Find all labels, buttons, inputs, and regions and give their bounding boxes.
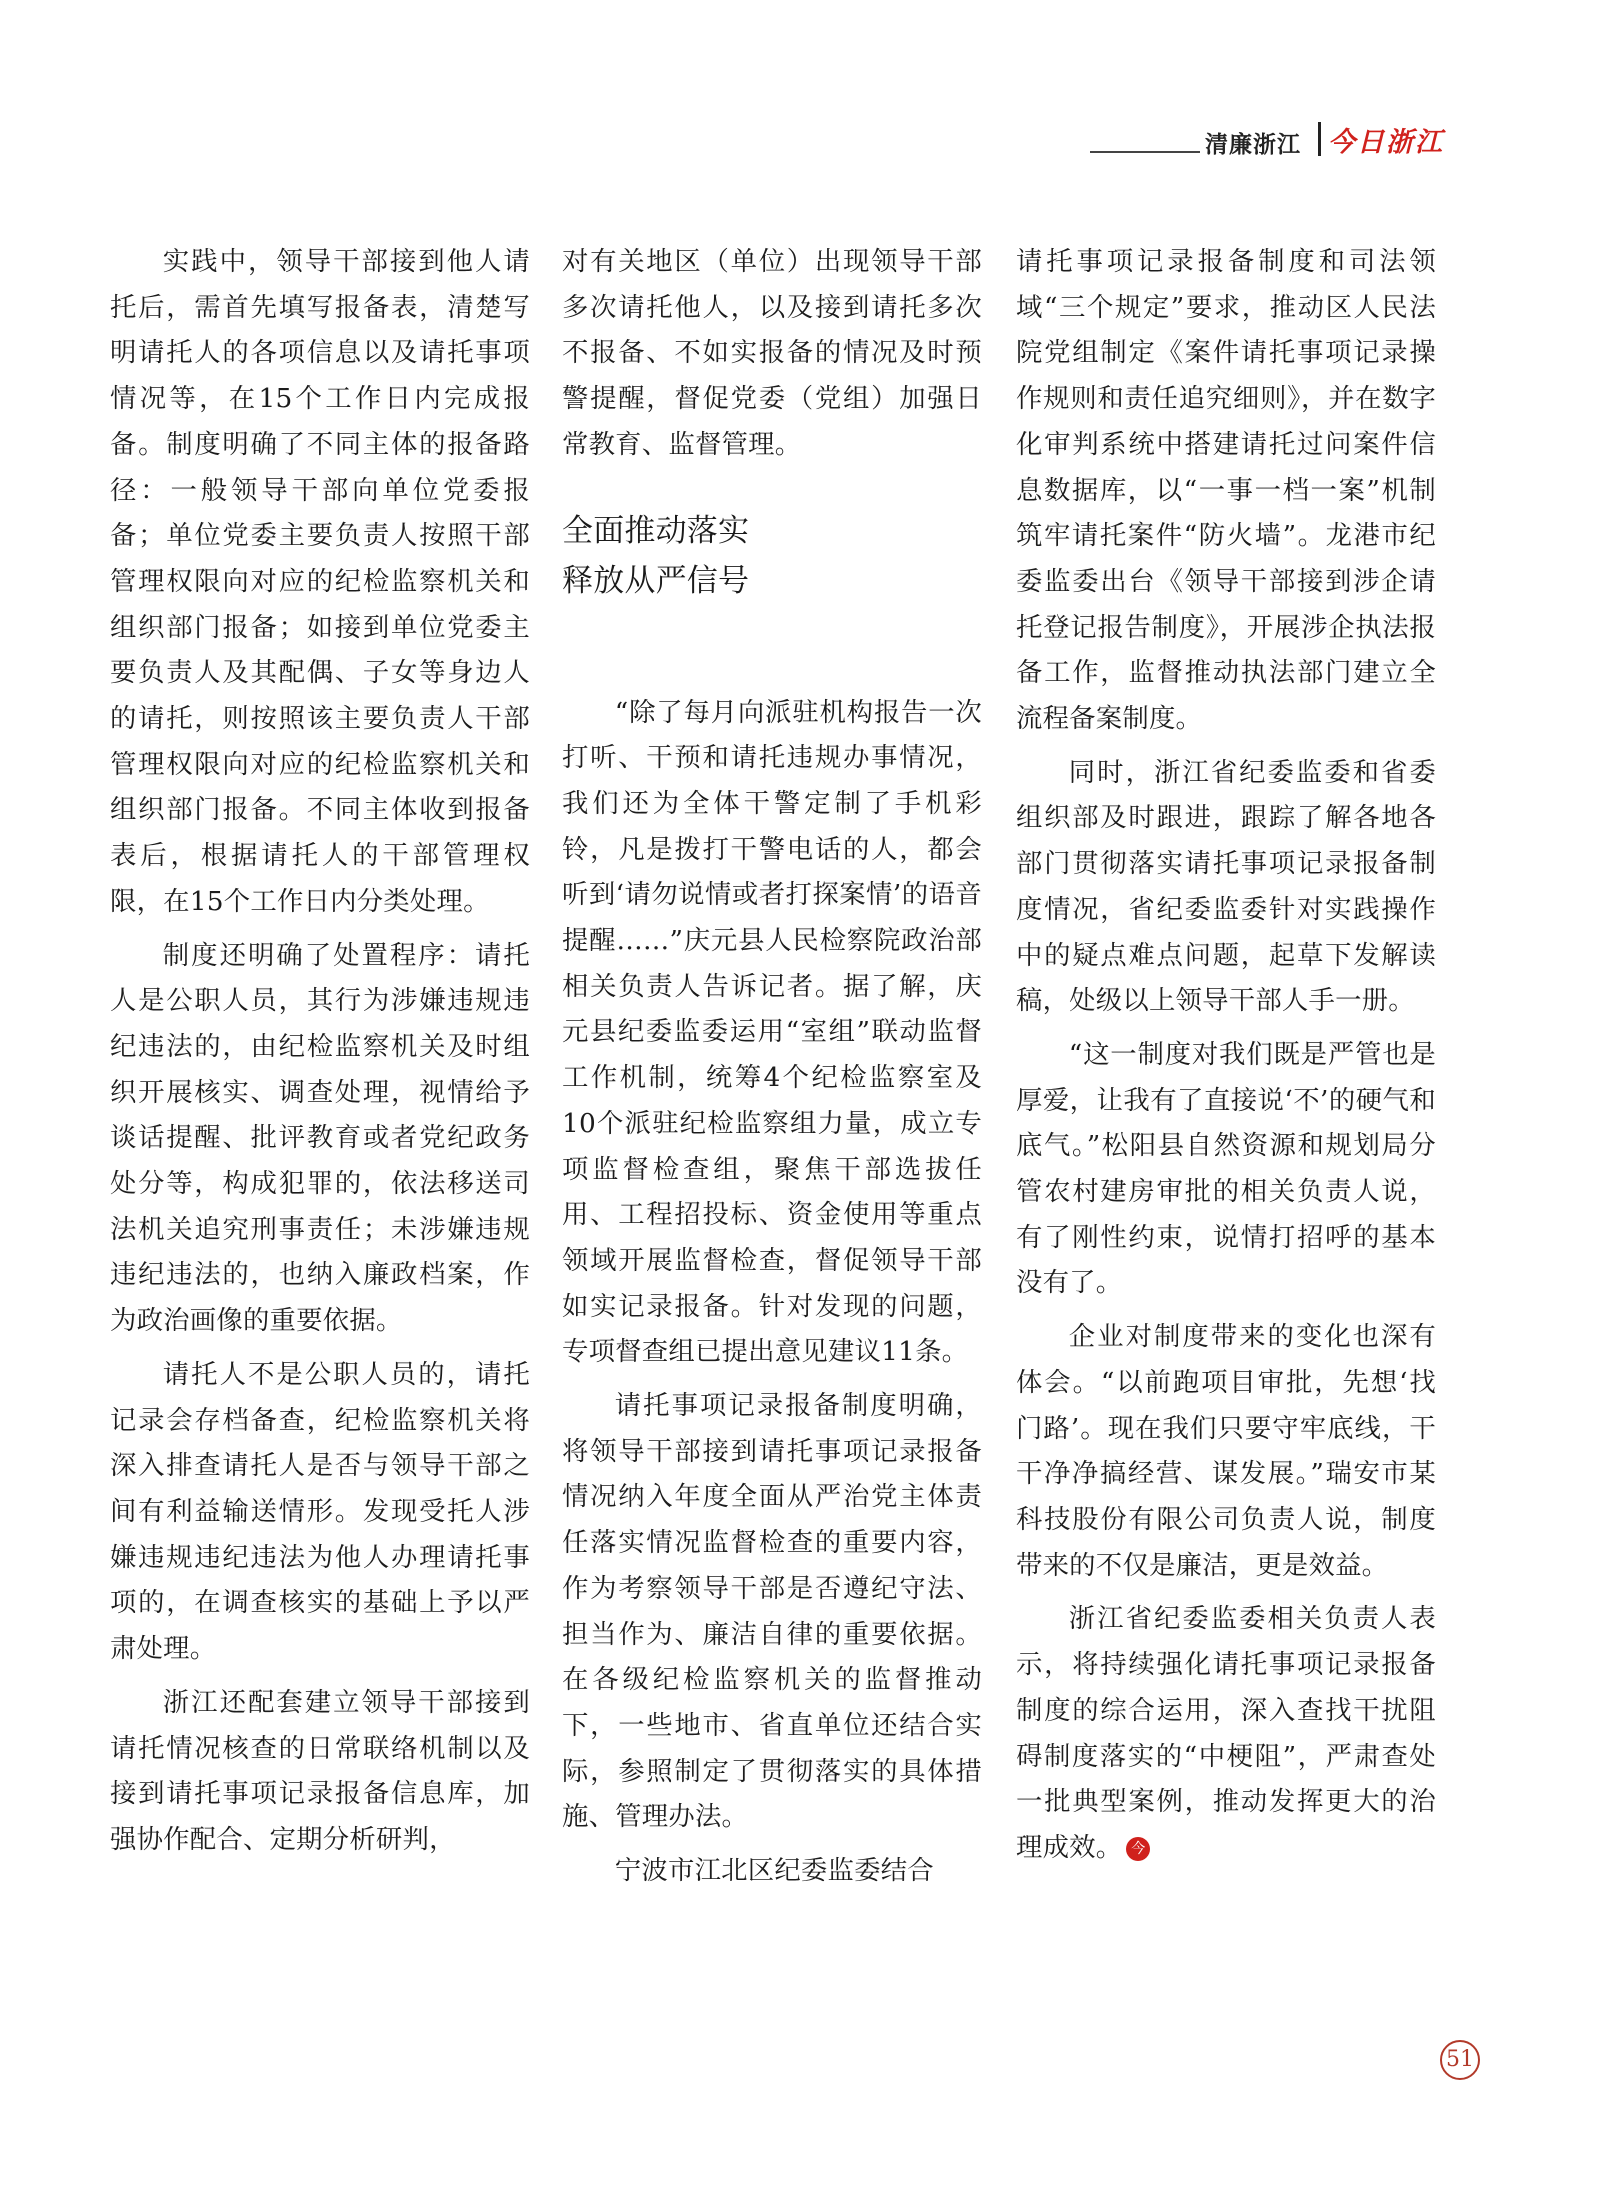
section-name: 清廉浙江 bbox=[1205, 132, 1301, 158]
paragraph-text: 浙江省纪委监委相关负责人表示，将持续强化请托事项记录报备制度的综合运用，深入查找干扰阻碍制度落实的“中梗阻”，严肃查处一批典型案例，推动发挥更大的治理成效。 bbox=[1016, 1603, 1436, 1863]
paragraph: “这一制度对我们既是严管也是厚爱，让我有了直接说‘不’的硬气和底气。”松阳县自然资源和规划局分管农村建房审批的相关负责人说，有了刚性约束，说情打招呼的基本没有了。 bbox=[1016, 1038, 1436, 1299]
subheading-line-2: 释放从严信号 bbox=[562, 562, 750, 599]
article-column-3 bbox=[1016, 239, 1436, 1871]
paragraph: 同时，浙江省纪委监委和省委组织部及时跟进，跟踪了解各地各部门贯彻落实请托事项记录报备制度情况，省纪委监委针对实践操作中的疑点难点问题，起草下发解读稿，处级以上领导干部人手一册。 bbox=[1016, 756, 1436, 1017]
paragraph: 实践中，领导干部接到他人请托后，需首先填写报备表，清楚写明请托人的各项信息以及请托事项情况等，在15个工作日内完成报备。制度明确了不同主体的报备路径：一般领导干部向单位党委报备；单位党委主要负责人按照干部管理权限向对应的纪检监察机关和组织部门报备；如接到单位党委主要负责人及其配偶、子女等身边人的请托，则按照该主要负责人干部管理权限向对应的纪检监察机关和组织部门报备。不同主体收到报备表后，根据请托人的干部管理权限，在15个工作日内分类处理。 bbox=[110, 246, 530, 917]
end-mark-icon: 今 bbox=[1126, 1837, 1150, 1861]
paragraph: 宁波市江北区纪委监委结合 bbox=[614, 1855, 934, 1887]
section-subheading bbox=[562, 506, 982, 606]
header-divider bbox=[1318, 122, 1321, 156]
article-column-1 bbox=[110, 239, 530, 1863]
paragraph bbox=[1016, 1596, 1436, 1870]
header-rule bbox=[1090, 151, 1200, 153]
magazine-logo: 今日浙江 bbox=[1328, 127, 1444, 158]
paragraph: 请托事项记录报备制度明确，将领导干部接到请托事项记录报备情况纳入年度全面从严治党主体责任落实情况监督检查的重要内容，作为考察领导干部是否遵纪守法、担当作为、廉洁自律的重要依据。在各级纪检监察机关的监督推动下，一些地市、省直单位还结合实际，参照制定了贯彻落实的具体措施、管理办法。 bbox=[562, 1390, 982, 1833]
page-number: 51 bbox=[1440, 2040, 1480, 2080]
paragraph: 制度还明确了处置程序：请托人是公职人员，其行为涉嫌违规违纪违法的，由纪检监察机关及时组织开展核实、调查处理，视情给予谈话提醒、批评教育或者党纪政务处分等，构成犯罪的，依法移送司法机关追究刑事责任；未涉嫌违规违纪违法的，也纳入廉政档案，作为政治画像的重要依据。 bbox=[110, 939, 530, 1337]
subheading-line-1: 全面推动落实 bbox=[562, 512, 750, 549]
paragraph: 企业对制度带来的变化也深有体会。“以前跑项目审批，先想‘找门路’。现在我们只要守牢底线，干干净净搞经营、谋发展。”瑞安市某科技股份有限公司负责人说，制度带来的不仅是廉洁，更是效益。 bbox=[1016, 1321, 1436, 1581]
paragraph: 对有关地区（单位）出现领导干部多次请托他人，以及接到请托多次不报备、不如实报备的情况及时预警提醒，督促党委（党组）加强日常教育、监督管理。 bbox=[562, 246, 982, 460]
paragraph: 请托人不是公职人员的，请托记录会存档备查，纪检监察机关将深入排查请托人是否与领导干部之间有利益输送情形。发现受托人涉嫌违规违纪违法为他人办理请托事项的，在调查核实的基础上予以严肃处理。 bbox=[110, 1358, 530, 1665]
paragraph: “除了每月向派驻机构报告一次打听、干预和请托违规办事情况，我们还为全体干警定制了手机彩铃，凡是拨打干警电话的人，都会听到‘请勿说情或者打探案情’的语音提醒……”庆元县人民检察院政治部相关负责人告诉记者。据了解，庆元县纪委监委运用“室组”联动监督工作机制，统筹4个纪检监察室及10个派驻纪检监察组力量，成立专项监督检查组，聚焦干部选拔任用、工程招投标、资金使用等重点领域开展监督检查，督促领导干部如实记录报备。针对发现的问题，专项督查组已提出意见建议11条。 bbox=[562, 696, 982, 1368]
paragraph: 浙江还配套建立领导干部接到请托情况核查的日常联络机制以及接到请托事项记录报备信息库，加强协作配合、定期分析研判， bbox=[110, 1686, 530, 1855]
page-header bbox=[1090, 118, 1470, 160]
paragraph: 请托事项记录报备制度和司法领域“三个规定”要求，推动区人民法院党组制定《案件请托事项记录操作规则和责任追究细则》，并在数字化审判系统中搭建请托过问案件信息数据库，以“一事一档一案”机制筑牢请托案件“防火墙”。龙港市纪委监委出台《领导干部接到涉企请托登记报告制度》，开展涉企执法报备工作，监督推动执法部门建立全流程备案制度。 bbox=[1016, 246, 1436, 735]
article-column-2 bbox=[562, 239, 982, 1894]
